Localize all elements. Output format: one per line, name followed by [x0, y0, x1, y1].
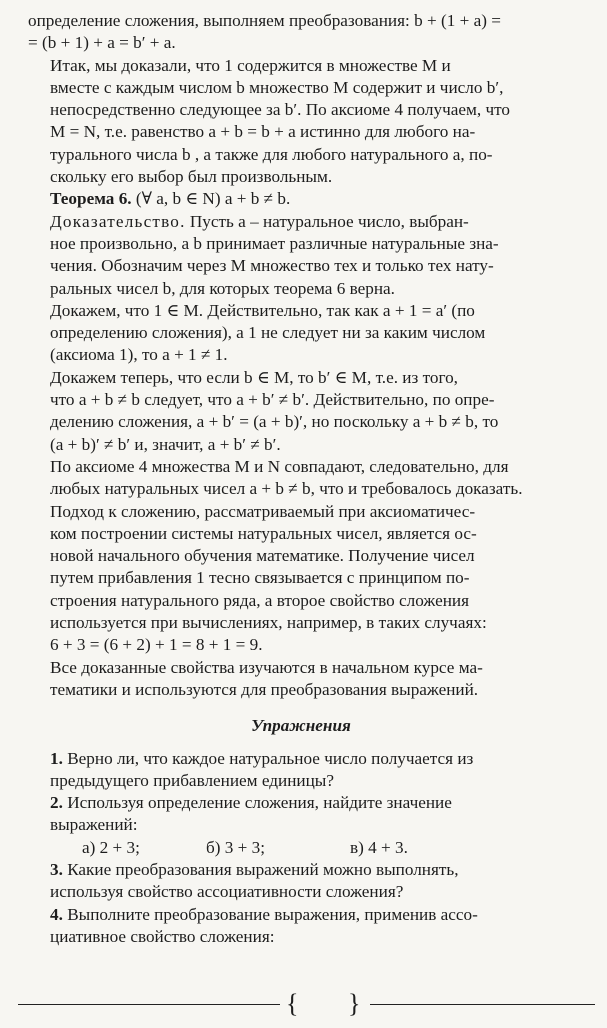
paragraph-9: [28, 657, 574, 702]
proof-label: Доказательство.: [50, 211, 186, 231]
text-line: определению сложения), а 1 не следует ни за каким числом: [50, 323, 486, 343]
option-c: в) 4 + 3.: [350, 837, 408, 857]
text-line: Верно ли, что каждое натуральное число получается из: [62, 748, 474, 768]
text-line: = (b + 1) + a = b′ + a.: [28, 33, 176, 53]
text-line: что a + b ≠ b следует, что a + b′ ≠ b′. Действительно, по опре-: [50, 390, 495, 410]
exercise-number: 2.: [50, 793, 63, 813]
text-line: ральных чисел b, для которых теорема 6 верна.: [50, 278, 395, 298]
text-line: непосредственно следующее за b′. По аксиоме 4 получаем, что: [50, 100, 510, 120]
text-line: тематики и используются для преобразования выражений.: [50, 679, 479, 699]
exercise-number: 3.: [50, 859, 63, 879]
right-brace-icon: }: [348, 989, 361, 1018]
text-line: Выполните преобразование выражения, применив ассо-: [62, 904, 478, 924]
text-line: путем прибавления 1 тесно связывается с принципом по-: [50, 568, 470, 588]
text-line: ком построении системы натуральных чисел, является ос-: [50, 523, 477, 543]
text-line: новой начального обучения математике. Получение чисел: [50, 546, 475, 566]
text-line: Используя определение сложения, найдите значение: [62, 793, 452, 813]
paragraph-7: [28, 456, 574, 501]
page-footer-ornament: [18, 990, 595, 1020]
text-line: определение сложения, выполняем преобразования: b + (1 + a) =: [28, 11, 501, 30]
footer-rule-left: [18, 1004, 280, 1005]
exercise-number: 4.: [50, 904, 63, 924]
section-title: Упражнения: [251, 716, 351, 736]
text-line: Докажем теперь, что если b ∈ M, то b′ ∈ M, т.е. из того,: [50, 367, 458, 387]
text-line: Пусть a – натуральное число, выбран-: [185, 211, 469, 231]
text-line: Докажем, что 1 ∈ M. Действительно, так как a + 1 = a′ (по: [50, 300, 475, 320]
paragraph-1: [28, 10, 574, 55]
text-line: используется при вычислениях, например, в таких случаях:: [50, 613, 487, 633]
text-line: предыдущего прибавлением единицы?: [50, 770, 334, 790]
option-b: б) 3 + 3;: [206, 837, 266, 857]
exercise-1: [28, 748, 574, 793]
exercise-4: [28, 904, 574, 949]
theorem-statement: [28, 188, 574, 210]
text-line: Все доказанные свойства изучаются в начальном курсе ма-: [50, 657, 483, 677]
text-line: используя свойство ассоциативности сложения?: [50, 882, 404, 902]
text-line: Какие преобразования выражений можно выполнять,: [62, 859, 459, 879]
exercise-3: [28, 859, 574, 904]
text-line: ное произвольно, а b принимает различные натуральные зна-: [50, 233, 499, 253]
text-line: делению сложения, a + b′ = (a + b)′, но поскольку a + b ≠ b, то: [50, 412, 499, 432]
paragraph-5: [28, 300, 574, 367]
text-line: Подход к сложению, рассматриваемый при аксиоматичес-: [50, 501, 476, 521]
text-line: По аксиоме 4 множества M и N совпадают, следовательно, для: [50, 456, 509, 476]
paragraph-8: [28, 501, 574, 657]
text-line: 6 + 3 = (6 + 2) + 1 = 8 + 1 = 9.: [50, 635, 263, 655]
text-line: циативное свойство сложения:: [50, 926, 275, 946]
text-line: турального числа b , а также для любого натурального a, по-: [50, 144, 493, 164]
text-line: любых натуральных чисел a + b ≠ b, что и требовалось доказать.: [50, 479, 523, 499]
text-line: скольку его выбор был произвольным.: [50, 167, 333, 187]
text-line: чения. Обозначим через M множество тех и только тех нату-: [50, 256, 494, 276]
text-line: выражений:: [50, 815, 138, 835]
text-line: (a + b)′ ≠ b′ и, значит, a + b′ ≠ b′.: [50, 434, 281, 454]
paragraph-2: [28, 55, 574, 189]
proof-paragraph: [28, 211, 574, 300]
theorem-formula: (∀ a, b ∈ N) a + b ≠ b.: [135, 189, 291, 209]
option-a: а) 2 + 3;: [82, 837, 140, 857]
left-brace-icon: {: [286, 989, 299, 1018]
text-line: Итак, мы доказали, что 1 содержится в множестве M и: [50, 55, 451, 75]
exercise-2-options: [28, 837, 574, 859]
footer-rule-right: [370, 1004, 595, 1005]
text-line: вместе с каждым числом b множество M содержит и число b′,: [50, 77, 504, 97]
exercise-number: 1.: [50, 748, 63, 768]
text-line: (аксиома 1), то a + 1 ≠ 1.: [50, 345, 228, 365]
theorem-label: Теорема 6.: [50, 189, 132, 209]
exercise-2: [28, 792, 574, 837]
paragraph-6: [28, 367, 574, 456]
page-content: [28, 10, 574, 948]
text-line: строения натурального ряда, а второе свойство сложения: [50, 590, 470, 610]
text-line: M = N, т.е. равенство a + b = b + a истинно для любого на-: [50, 122, 476, 142]
